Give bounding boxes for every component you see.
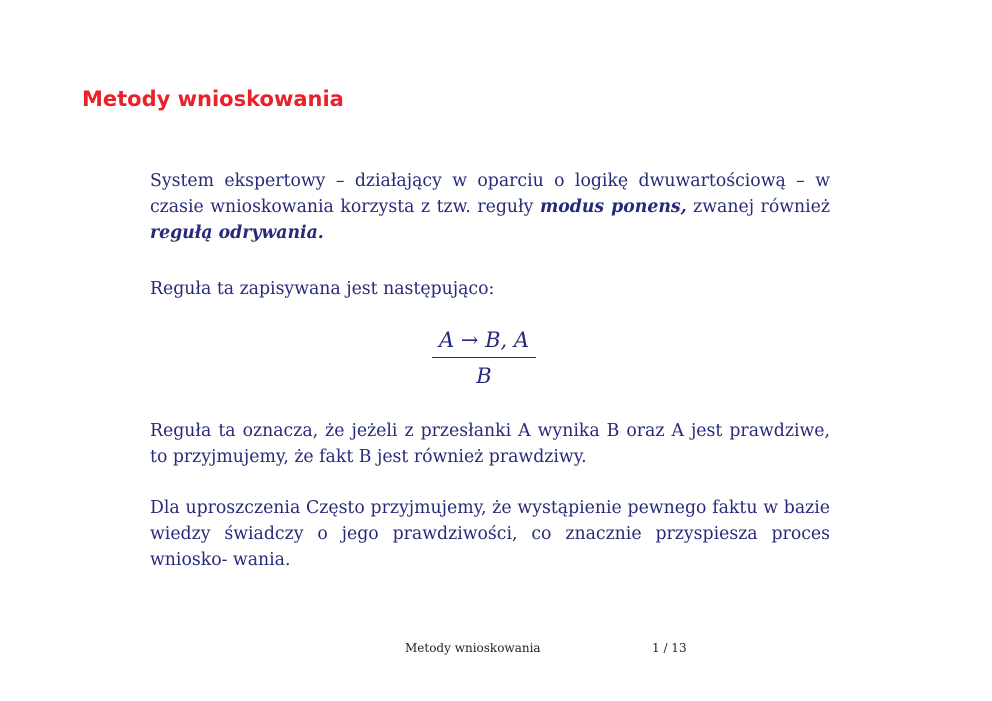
footer-page-number: 1 / 13 (652, 641, 687, 655)
paragraph-simplification: Dla uproszczenia Często przyjmujemy, że wystąpienie pewnego faktu w bazie wiedzy świadczy o jego prawdziwości, co znacznie przyspiesza proces wniosko- wania. (150, 498, 830, 570)
fraction-bar (432, 357, 536, 358)
paragraph-rule-intro: Reguła ta zapisywana jest następująco: (150, 279, 495, 299)
term-regula-odrywania: regułą odrywania. (150, 223, 324, 243)
term-modus-ponens: modus ponens, (539, 197, 687, 217)
paragraph-rule-meaning: Reguła ta oznacza, że jeżeli z przesłanki A wynika B oraz A jest prawdziwe, to przyjmujemy, że fakt B jest również prawdziwy. (150, 421, 830, 467)
paragraph-intro-text-a: System ekspertowy – działający w oparciu o logikę dwuwartościową – w czasie wnioskowania korzysta z tzw. reguły (150, 171, 830, 217)
paragraph-intro-text-b: zwanej również (686, 197, 831, 217)
formula-denominator: B (476, 364, 492, 388)
formula-numerator: A → B, A (438, 328, 530, 352)
slide-title: Metody wnioskowania (82, 87, 344, 111)
inference-formula (432, 326, 536, 390)
footer-title: Metody wnioskowania (405, 641, 541, 655)
paragraph-intro (150, 168, 830, 246)
